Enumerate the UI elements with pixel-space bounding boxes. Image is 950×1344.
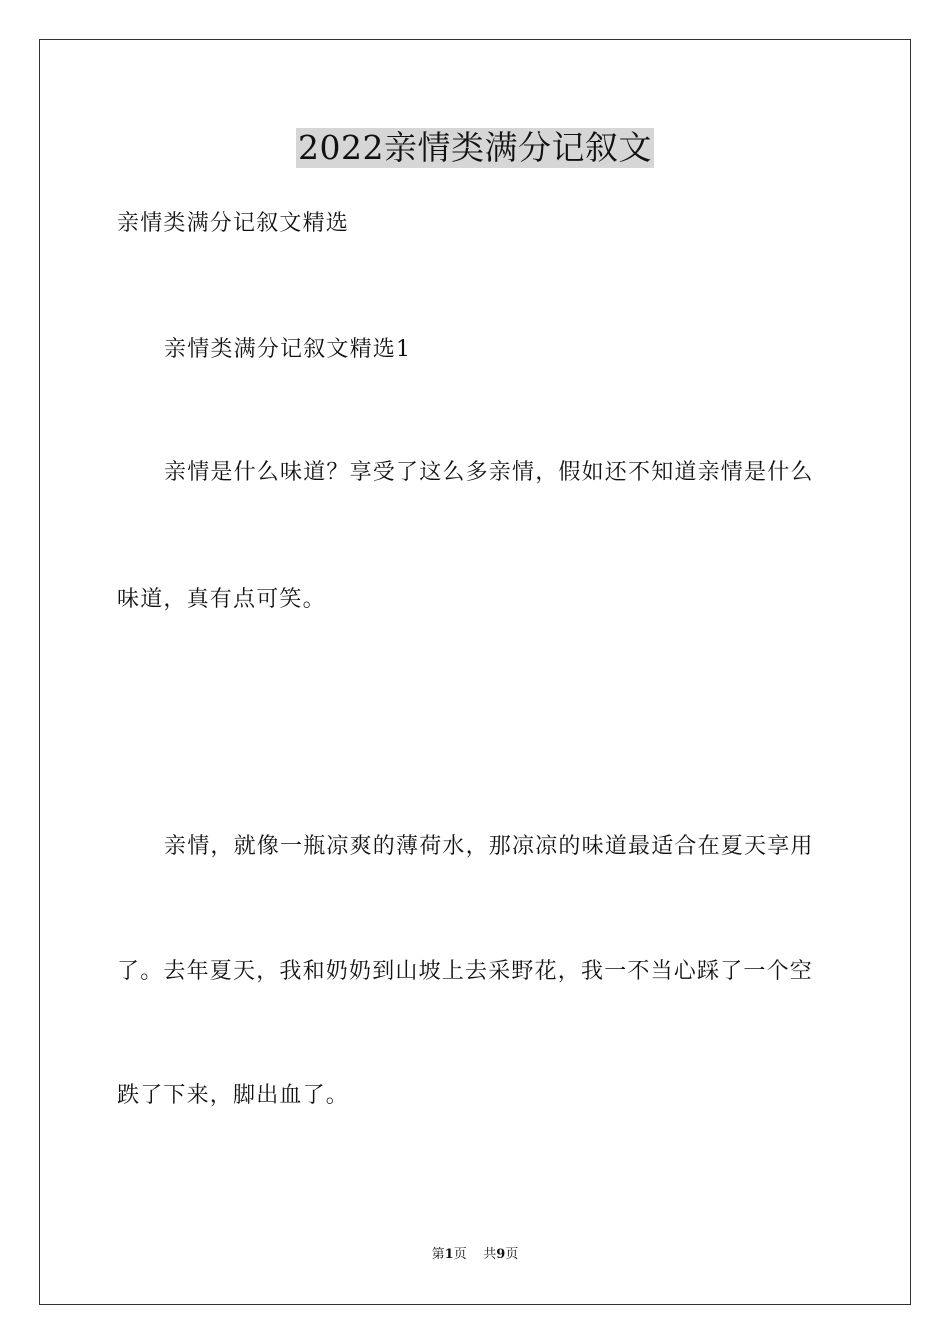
document-subtitle: 亲情类满分记叙文精选	[117, 211, 350, 236]
paragraph-line: 味道，真有点可笑。	[117, 587, 326, 612]
page-current: 1	[444, 1247, 454, 1262]
page-prefix: 第	[431, 1247, 445, 1262]
total-suffix: 页	[505, 1247, 519, 1262]
title-container	[0, 128, 950, 168]
page-suffix: 页	[453, 1247, 467, 1262]
document-title: 2022亲情类满分记叙文	[298, 128, 652, 167]
paragraph-line: 亲情是什么味道？享受了这么多亲情，假如还不知道亲情是什么	[164, 460, 814, 485]
total-prefix: 共	[483, 1247, 497, 1262]
paragraph-line: 跌了下来，脚出血了。	[117, 1083, 350, 1108]
paragraph-line: 亲情，就像一瓶凉爽的薄荷水，那凉凉的味道最适合在夏天享用	[164, 834, 814, 859]
page-total: 9	[496, 1247, 506, 1262]
page-footer	[0, 1246, 950, 1264]
section-heading: 亲情类满分记叙文精选1	[164, 337, 412, 362]
paragraph-line: 了。去年夏天，我和奶奶到山坡上去采野花，我一不当心踩了一个空	[117, 959, 814, 984]
